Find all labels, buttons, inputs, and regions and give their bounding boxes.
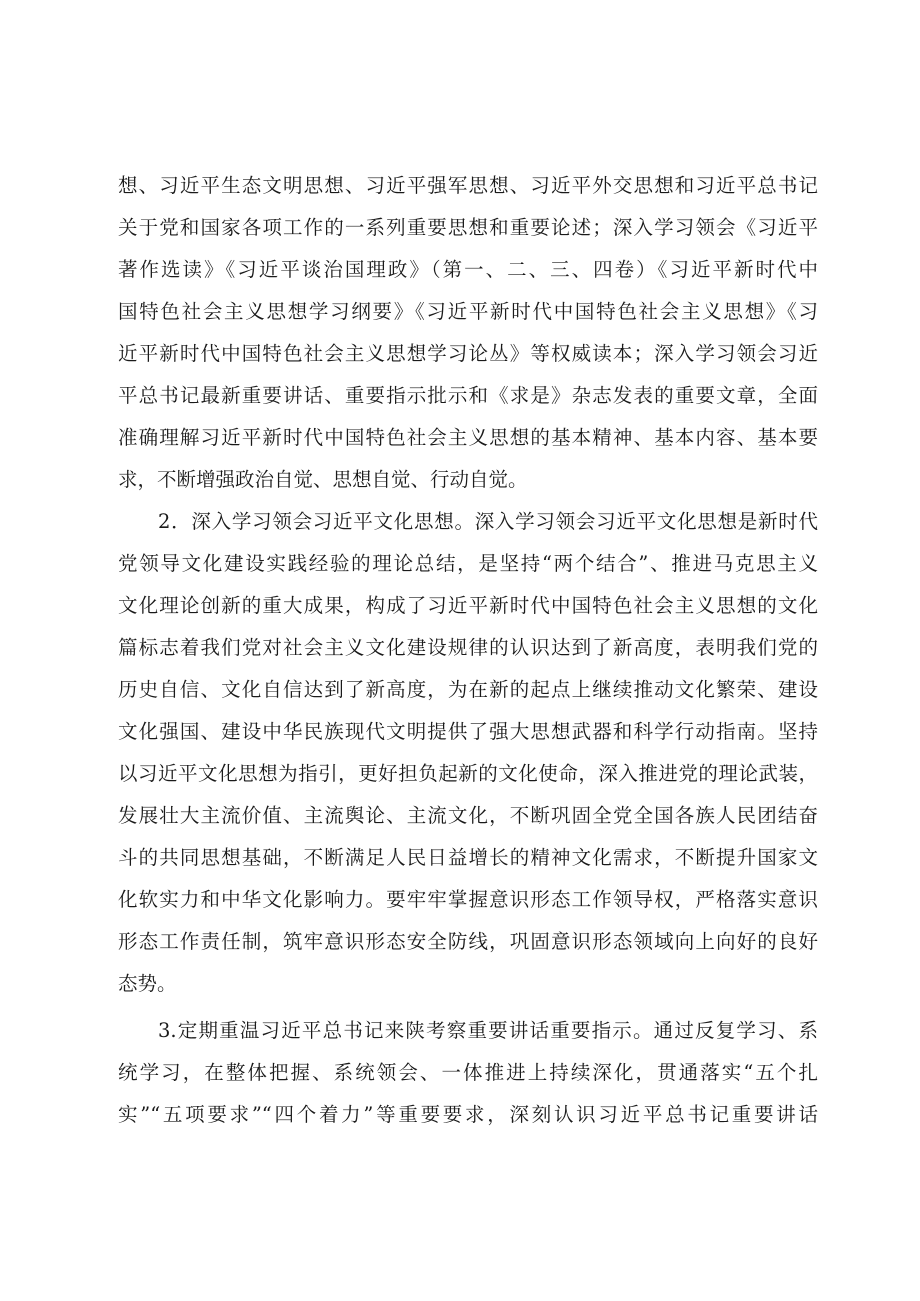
text-line: 求，不断增强政治自觉、思想自觉、行动自觉。: [118, 468, 528, 491]
text-line: 统学习，在整体把握、系统领会、一体推进上持续深化，贯通落实“五个扎: [118, 1061, 818, 1084]
text-line: 准确理解习近平新时代中国特色社会主义思想的基本精神、基本内容、基本要: [118, 426, 818, 449]
text-line: 化软实力和中华文化影响力。要牢牢掌握意识形态工作领导权，严格落实意识: [118, 888, 818, 911]
text-line: 篇标志着我们党对社会主义文化建设规律的认识达到了新高度，表明我们党的: [118, 636, 818, 659]
text-line: 以习近平文化思想为指引，更好担负起新的文化使命，深入推进党的理论武装，: [118, 762, 818, 785]
text-line: 国特色社会主义思想学习纲要》《习近平新时代中国特色社会主义思想》《习: [118, 300, 818, 323]
text-line: 著作选读》《习近平谈治国理政》（第一、二、三、四卷）《习近平新时代中: [118, 258, 818, 281]
text-line: 2．深入学习领会习近平文化思想。深入学习领会习近平文化思想是新时代: [158, 510, 818, 533]
text-line: 近平新时代中国特色社会主义思想学习论丛》等权威读本；深入学习领会习近: [118, 342, 818, 365]
text-line: 文化理论创新的重大成果，构成了习近平新时代中国特色社会主义思想的文化: [118, 594, 818, 617]
text-line: 3.定期重温习近平总书记来陕考察重要讲话重要指示。通过反复学习、系: [158, 1019, 818, 1042]
text-line: 想、习近平生态文明思想、习近平强军思想、习近平外交思想和习近平总书记: [118, 174, 818, 197]
text-line: 党领导文化建设实践经验的理论总结，是坚持“两个结合”、推进马克思主义: [118, 552, 818, 575]
text-line: 态势。: [118, 972, 177, 995]
text-line: 斗的共同思想基础，不断满足人民日益增长的精神文化需求，不断提升国家文: [118, 846, 818, 869]
text-line: 历史自信、文化自信达到了新高度，为在新的起点上继续推动文化繁荣、建设: [118, 678, 818, 701]
text-line: 文化强国、建设中华民族现代文明提供了强大思想武器和科学行动指南。坚持: [118, 720, 818, 743]
text-line: 发展壮大主流价值、主流舆论、主流文化，不断巩固全党全国各族人民团结奋: [118, 804, 818, 827]
text-line: 形态工作责任制，筑牢意识形态安全防线，巩固意识形态领域向上向好的良好: [118, 930, 818, 953]
text-line: 平总书记最新重要讲话、重要指示批示和《求是》杂志发表的重要文章，全面: [118, 384, 818, 407]
text-line: 关于党和国家各项工作的一系列重要思想和重要论述；深入学习领会《习近平: [118, 216, 818, 239]
text-line: 实”“五项要求”“四个着力”等重要要求，深刻认识习近平总书记重要讲话: [118, 1103, 818, 1126]
